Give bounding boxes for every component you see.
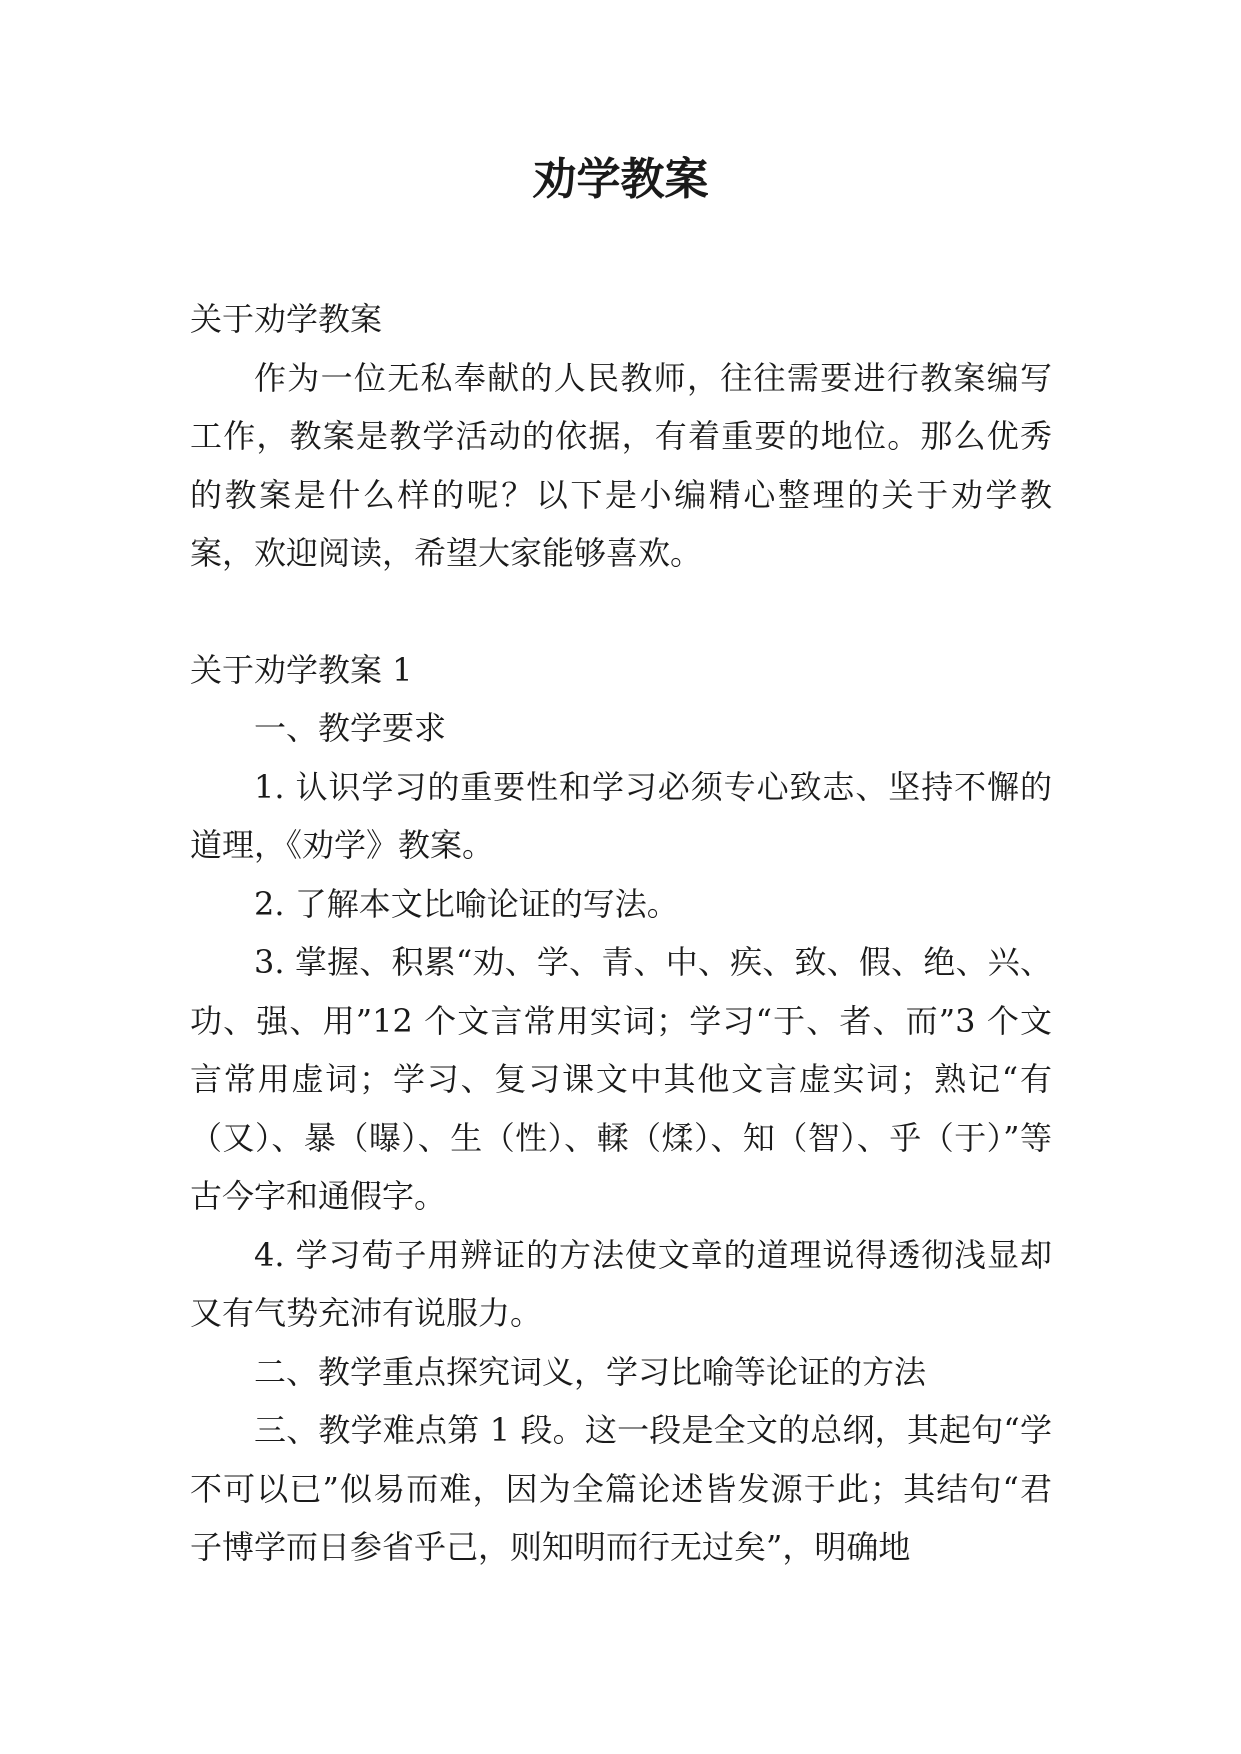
intro-heading: 关于劝学教案 xyxy=(190,300,383,338)
requirement-item-2: 2. 了解本文比喻论证的写法。 xyxy=(254,884,679,923)
document-title: 劝学教案 xyxy=(532,154,709,205)
section-heading: 关于劝学教案 1 xyxy=(190,650,413,689)
section-spacer xyxy=(190,583,1052,641)
intro-paragraph: 作为一位无私奉献的人民教师，往往需要进行教案编写工作，教案是教学活动的依据，有着重要的地位。那么优秀的教案是什么样的呢？以下是小编精心整理的关于劝学教案，欢迎阅读，希望大家能够喜欢。 xyxy=(190,358,1052,572)
requirement-item-3: 3. 掌握、积累“劝、学、青、中、疾、致、假、绝、兴、功、强、用”12 个文言常用实词；学习“于、者、而”3 个文言常用虚词；学习、复习课文中其他文言虚实词；熟记“有（又）、暴（曝）、生（性）、輮（煣）、知（智）、乎（于）”等古今字和通假字。 xyxy=(190,943,1052,1215)
requirement-item-1: 1. 认识学习的重要性和学习必须专心致志、坚持不懈的道理，《劝学》教案。 xyxy=(190,767,1052,864)
teaching-difficulty: 三、教学难点第 1 段。这一段是全文的总纲，其起句“学不可以已”似易而难，因为全篇论述皆发源于此；其结句“君子博学而日参省乎己，则知明而行无过矣”，明确地 xyxy=(190,1411,1052,1566)
teaching-requirements-heading: 一、教学要求 xyxy=(254,709,447,747)
document-body xyxy=(190,290,1052,1577)
teaching-focus: 二、教学重点探究词义，学习比喻等论证的方法 xyxy=(254,1352,927,1391)
requirement-item-4: 4. 学习荀子用辨证的方法使文章的道理说得透彻浅显却又有气势充沛有说服力。 xyxy=(190,1235,1052,1332)
